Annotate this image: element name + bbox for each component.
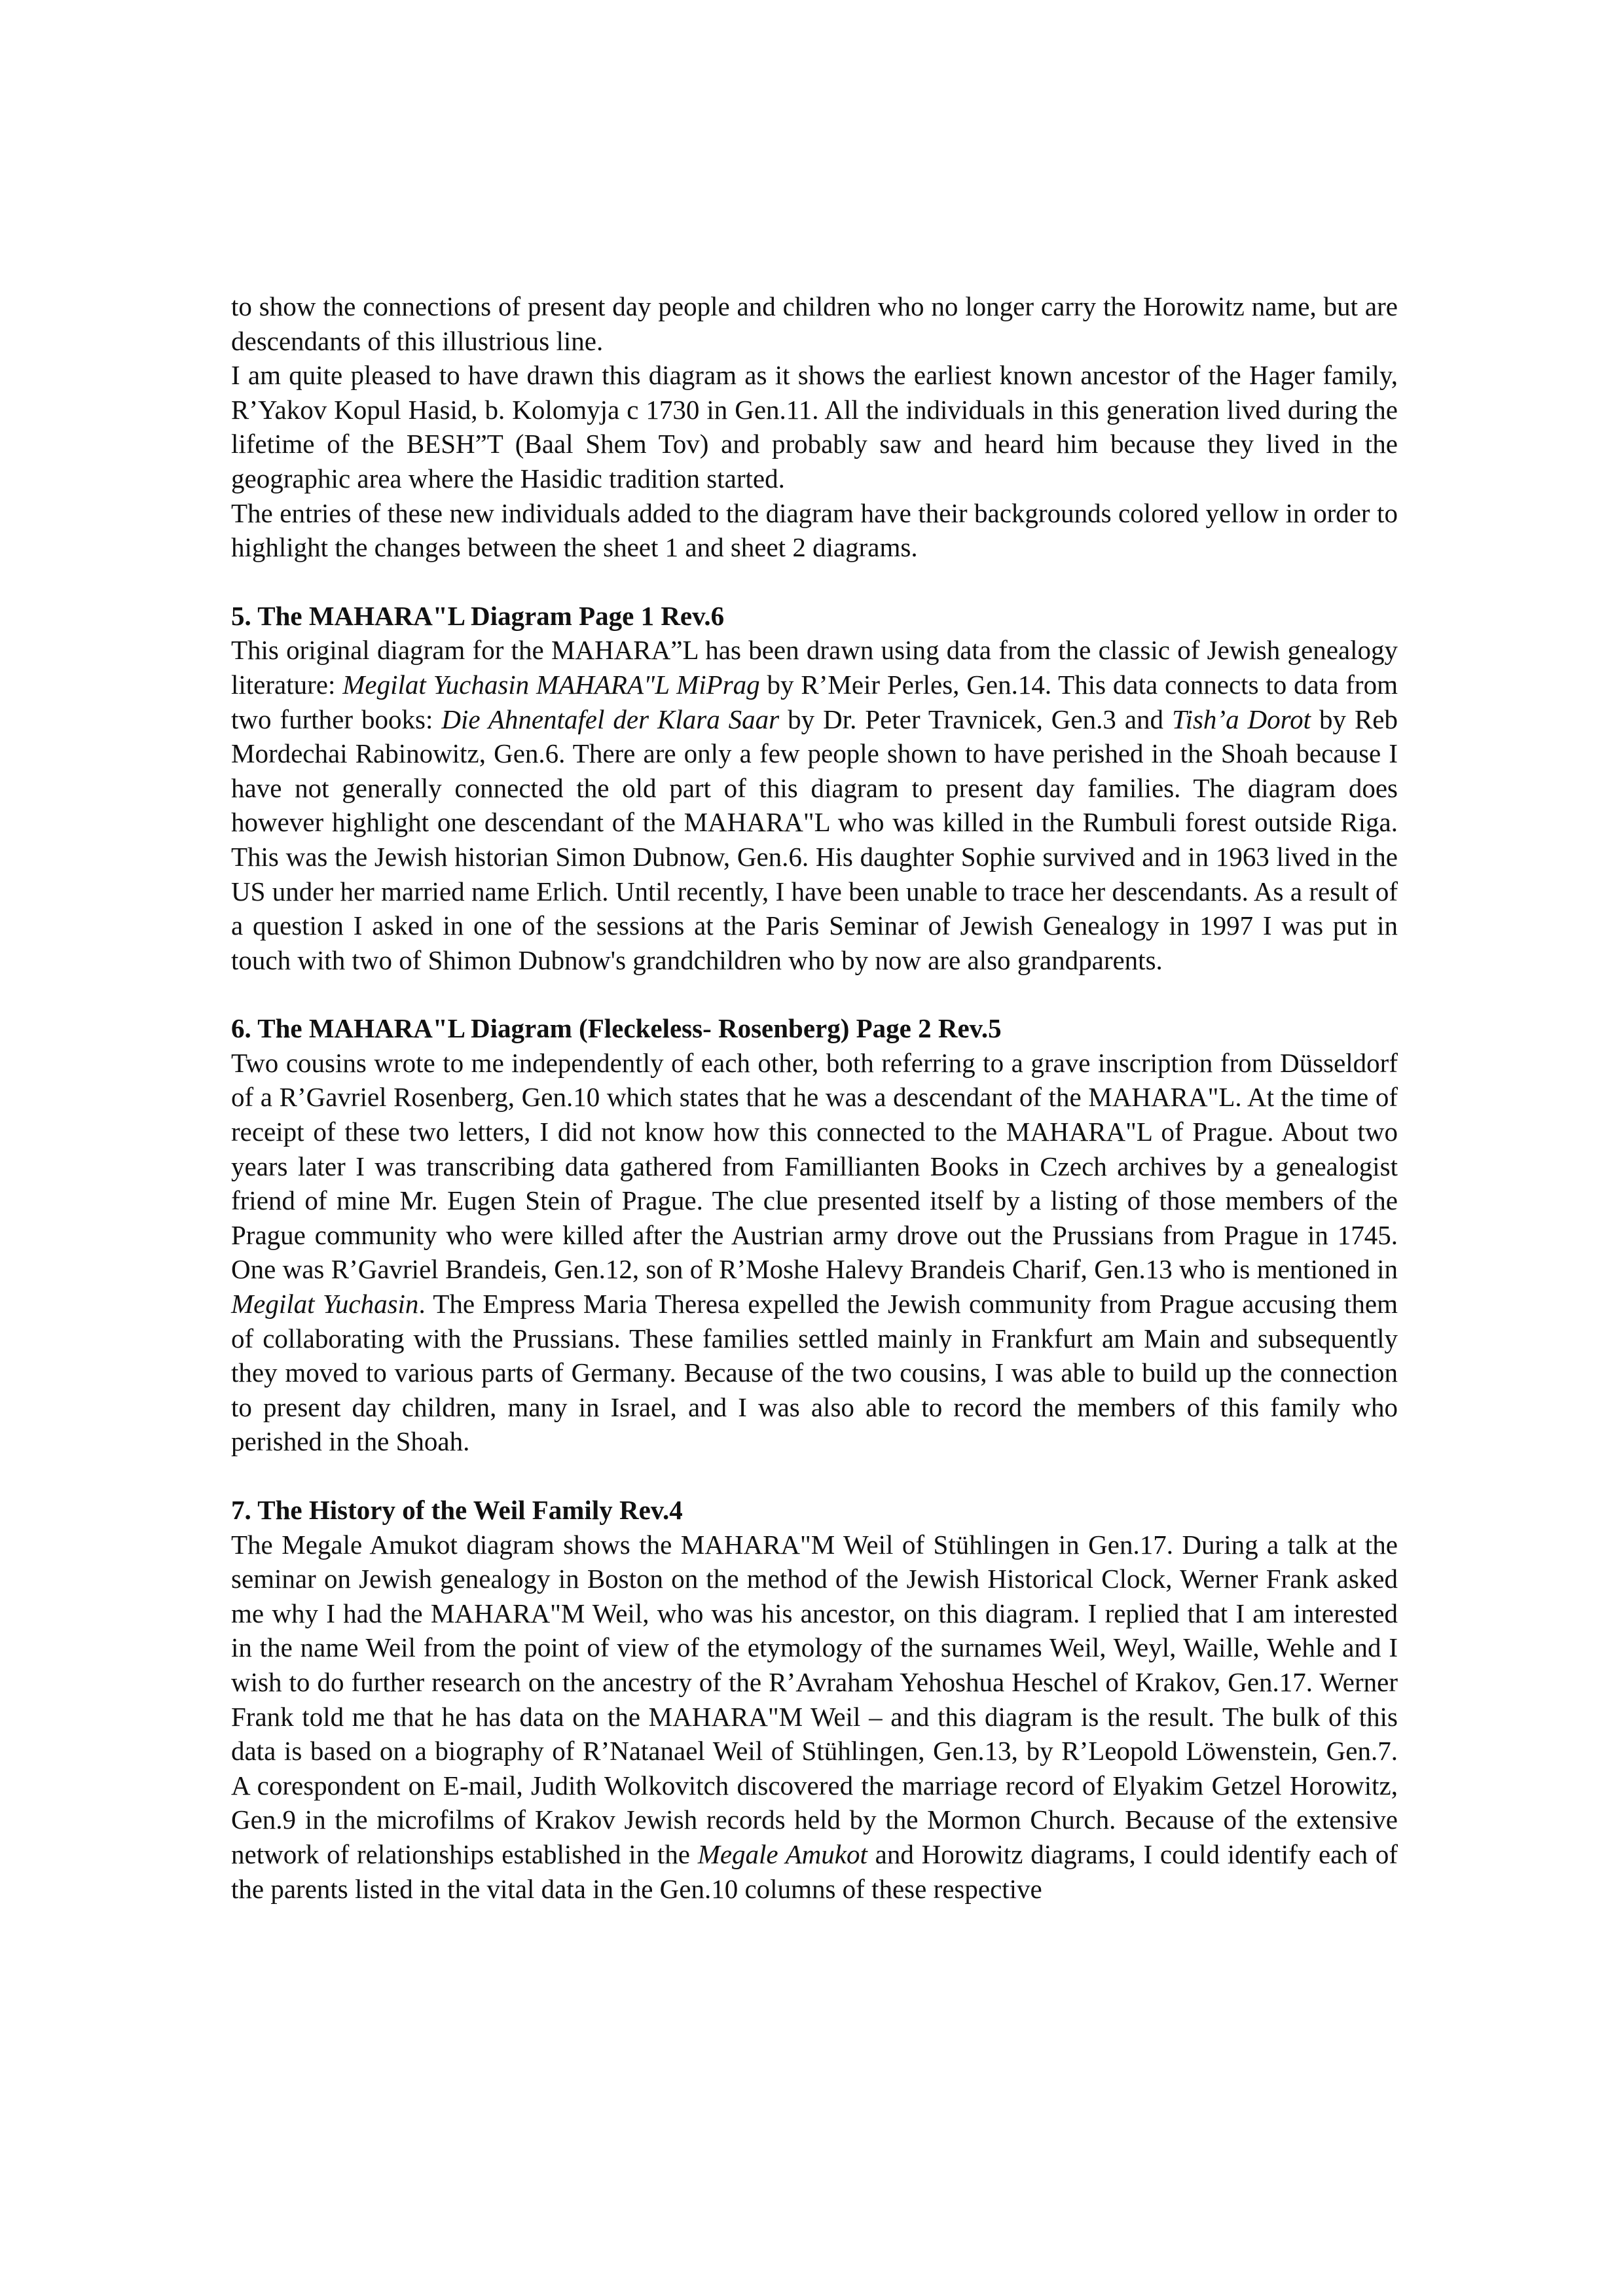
section-5-book-title-2: Die Ahnentafel der Klara Saar [441, 704, 780, 734]
intro-paragraph-1: to show the connections of present day people and children who no longer carry the Horowitz name, but are descendants of this illustrious line. [231, 291, 1398, 356]
section-5-book-title-3: Tish’a Dorot [1172, 704, 1311, 734]
section-5-text-3: by Dr. Peter Travnicek, Gen.3 and [779, 704, 1173, 734]
section-5-heading: 5. The MAHARA"L Diagram Page 1 Rev.6 [231, 600, 725, 631]
section-7-text-2: and Horowitz diagrams, I could identify each of the parents listed in the vital data in the Gen.10 columns of these respective [231, 1839, 1398, 1904]
section-6 [231, 1011, 1398, 1459]
intro-block [231, 289, 1398, 565]
section-5 [231, 599, 1398, 978]
section-5-text-2: by R’Meir Perles, Gen.14. This data connects to data from two further books: [231, 669, 1398, 734]
section-7-heading: 7. The History of the Weil Family Rev.4 [231, 1495, 683, 1525]
section-7-book-title-1: Megale Amukot [697, 1839, 867, 1869]
section-7-body [231, 1528, 1398, 1907]
document-page [231, 289, 1398, 1906]
section-6-text-1: Two cousins wrote to me independently of each other, both referring to a grave inscription from Düsseldorf of a R’Gavriel Rosenberg, Gen.10 which states that he was a descendant of the MAHARA"L. At the time of receipt of these two letters, I did not know how this connected to the MAHARA"L of Prague. About two years later I was transcribing data gathered from Famillianten Books in Czech archives by a genealogist friend of mine Mr. Eugen Stein of Prague. The clue presented itself by a listing of those members of the Prague community who were killed after the Austrian army drove out the Prussians from Prague in 1745. One was R’Gavriel Brandeis, Gen.12, son of R’Moshe Halevy Brandeis Charif, Gen.13 who is mentioned in [231, 1047, 1398, 1285]
section-5-book-title-1: Megilat Yuchasin MAHARA"L MiPrag [342, 669, 760, 700]
section-5-body [231, 633, 1398, 977]
section-5-text-1: This original diagram for the MAHARA”L has been drawn using data from the classic of Jewish genealogy literature: [231, 635, 1398, 700]
section-6-book-title-1: Megilat Yuchasin [231, 1289, 419, 1319]
intro-paragraph-3: The entries of these new individuals added to the diagram have their backgrounds colored yellow in order to highlight the changes between the sheet 1 and sheet 2 diagrams. [231, 497, 1398, 563]
section-6-body [231, 1046, 1398, 1459]
section-6-heading: 6. The MAHARA"L Diagram (Fleckeless- Rosenberg) Page 2 Rev.5 [231, 1013, 1002, 1044]
section-6-text-2: . The Empress Maria Theresa expelled the Jewish community from Prague accusing them of collaborating with the Prussians. These families settled mainly in Frankfurt am Main and subsequently they moved to various parts of Germany. Because of the two cousins, I was able to build up the connection to present day children, many in Israel, and I was also able to record the members of this family who perished in the Shoah. [231, 1289, 1398, 1457]
section-7-text-1: The Megale Amukot diagram shows the MAHARA"M Weil of Stühlingen in Gen.17. During a talk at the seminar on Jewish genealogy in Boston on the method of the Jewish Historical Clock, Werner Frank asked me why I had the MAHARA"M Weil, who was his ancestor, on this diagram. I replied that I am interested in the name Weil from the point of view of the etymology of the surnames Weil, Weyl, Waille, Wehle and I wish to do further research on the ancestry of the R’Avraham Yehoshua Heschel of Krakov, Gen.17. Werner Frank told me that he has data on the MAHARA"M Weil – and this diagram is the result. The bulk of this data is based on a biography of R’Natanael Weil of Stühlingen, Gen.13, by R’Leopold Löwenstein, Gen.7. A corespondent on E-mail, Judith Wolkovitch discovered the marriage record of Elyakim Getzel Horowitz, Gen.9 in the microfilms of Krakov Jewish records held by the Mormon Church. Because of the extensive network of relationships established in the [231, 1529, 1398, 1869]
section-7 [231, 1493, 1398, 1906]
intro-paragraph-2: I am quite pleased to have drawn this diagram as it shows the earliest known ancestor of the Hager family, R’Yakov Kopul Hasid, b. Kolomyja c 1730 in Gen.11. All the individuals in this generation lived during the lifetime of the BESH”T (Baal Shem Tov) and probably saw and heard him because they lived in the geographic area where the Hasidic tradition started. [231, 360, 1398, 493]
section-5-text-4: by Reb Mordechai Rabinowitz, Gen.6. There are only a few people shown to have perished in the Shoah because I have not generally connected the old part of this diagram to present day families. The diagram does however highlight one descendant of the MAHARA"L who was killed in the Rumbuli forest outside Riga. This was the Jewish historian Simon Dubnow, Gen.6. His daughter Sophie survived and in 1963 lived in the US under her married name Erlich. Until recently, I have been unable to trace her descendants. As a result of a question I asked in one of the sessions at the Paris Seminar of Jewish Genealogy in 1997 I was put in touch with two of Shimon Dubnow's grandchildren who by now are also grandparents. [231, 704, 1398, 975]
